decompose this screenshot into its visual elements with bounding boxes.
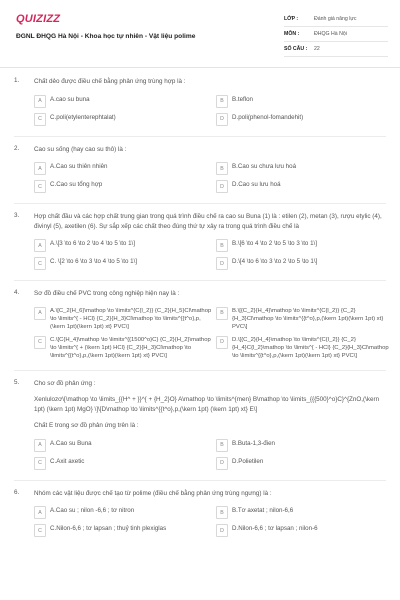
question-number: 4.: [14, 289, 20, 296]
question-divider: [14, 280, 386, 281]
option-text: A.Cao su Buna: [50, 439, 92, 447]
option-a[interactable]: [34, 95, 212, 108]
option-text: A.cao su buna: [50, 95, 90, 103]
option-d[interactable]: [216, 524, 394, 537]
option-b[interactable]: [216, 439, 394, 452]
question-number: 6.: [14, 488, 20, 496]
option-key: B: [216, 307, 228, 320]
question-number: 2.: [14, 144, 20, 152]
option-key: A: [34, 162, 46, 175]
option-text: B.\[{C_2}{H_4}\mathop \to \limits^{C{l_2}} {C_2}{H_3}Cl\mathop \to \limits^{{t^o},p,(\kern 1pt)(\kern 1pt) xt} PVC\]: [232, 307, 384, 330]
option-text: A.\[3 \to 6 \to 2 \to 4 \to 5 \to 1\]: [50, 240, 135, 247]
option-text: D.Polietilen: [232, 457, 264, 465]
option-text: B.Cao su chưa lưu hoá: [232, 163, 297, 170]
answer-options: [34, 307, 389, 360]
meta-value: 22: [314, 46, 320, 52]
option-key: A: [34, 239, 46, 252]
question-5: [0, 379, 400, 470]
option-key: C: [34, 113, 46, 126]
question-divider: [14, 203, 386, 204]
option-text: D.Cao su lưu hoá: [232, 181, 281, 188]
question-text: Cho sơ đồ phản ứng :: [34, 379, 96, 387]
question-number: 3.: [14, 212, 20, 219]
option-c[interactable]: [34, 336, 212, 360]
question-number: 1.: [14, 77, 20, 84]
option-key: D: [216, 113, 228, 126]
header-divider: [0, 67, 400, 68]
answer-options: [34, 239, 386, 270]
question-text: Hợp chất đầu và các hợp chất trung gian trong quá trình điều chế ra cao su Buna (1) là : etilen (2), metan (3), rượu etylic (4), đivinyl (5), axetilen (6). Sự sắp xếp các chất theo đúng thứ tự xảy ra trong quá trình điều chế là: [34, 213, 382, 230]
option-a[interactable]: [34, 162, 212, 175]
meta-row-class: [284, 12, 388, 27]
option-key: B: [216, 239, 228, 252]
option-text: D.\[{C_2}{H_4}\mathop \to \limits^{C{l_2}} {C_2}{H_4}C{l_2}\mathop \to \limits^{ - HCl} {C_2}{H_3}Cl\mathop \to \limits^{{t^o},p,(\kern 1pt)(\kern 1pt) xt} PVC\]: [232, 336, 389, 359]
answer-options: [34, 95, 386, 126]
option-b[interactable]: [216, 307, 394, 331]
option-key: A: [34, 439, 46, 452]
option-key: C: [34, 336, 46, 349]
answer-options: [34, 162, 386, 193]
option-key: A: [34, 95, 46, 108]
option-key: A: [34, 307, 46, 320]
question-divider: [14, 480, 386, 481]
option-text: B.teflon: [232, 95, 253, 103]
option-key: B: [216, 162, 228, 175]
option-a[interactable]: [34, 239, 212, 252]
question-list: [0, 77, 400, 537]
option-d[interactable]: [216, 336, 394, 360]
option-c[interactable]: [34, 524, 212, 537]
option-key: B: [216, 439, 228, 452]
option-key: B: [216, 506, 228, 519]
option-b[interactable]: [216, 162, 394, 175]
option-key: D: [216, 457, 228, 470]
question-prompt: Chất E trong sơ đồ phản ứng trên là :: [34, 422, 139, 429]
question-divider: [14, 136, 386, 137]
question-divider: [14, 370, 386, 371]
option-d[interactable]: [216, 180, 394, 193]
worksheet-header: [0, 0, 400, 64]
option-b[interactable]: [216, 95, 394, 108]
meta-row-count: [284, 42, 388, 57]
option-key: D: [216, 257, 228, 270]
meta-key: MÔN :: [284, 31, 300, 37]
option-b[interactable]: [216, 506, 394, 519]
option-text: C.Axit axetic: [50, 457, 85, 465]
reaction-scheme: Xenlulozơ\[\mathop \to \limits_{{H^ + }}^{ + {H_2}O} A\mathop \to \limits^{men} B\mathop \to \limits_{{{500}^o}C}^{ZnO,(\kern 1pt) (\kern 1pt) MgO} \]\[D\mathop \to \limits^{{t^o},p,(\kern 1pt) (\kern 1pt) xt} E\]: [34, 396, 380, 413]
option-d[interactable]: [216, 113, 394, 126]
option-text: C.Nilon-6,6 ; tơ lapsan ; thuỷ tinh plexiglas: [50, 525, 167, 532]
option-key: D: [216, 336, 228, 349]
option-c[interactable]: [34, 457, 212, 470]
option-key: D: [216, 524, 228, 537]
option-key: C: [34, 524, 46, 537]
option-c[interactable]: [34, 180, 212, 193]
question-text: Chất dẻo được điều chế bằng phản ứng trùng hợp là :: [34, 78, 186, 85]
question-4: [0, 289, 400, 360]
question-1: [0, 77, 400, 126]
question-6: [0, 489, 400, 538]
meta-table: [284, 12, 388, 57]
option-text: C.Cao su tổng hợp: [50, 181, 103, 188]
option-text: A.\[C_2{H_6}\mathop \to \limits^{C{l_2}} {C_2}{H_5}Cl\mathop \to \limits^{ - HCl} {C_2}{H_3}Cl\mathop \to \limits^{{t^o},p,(\kern 1pt)(\kern 1pt) xt} PVC\]: [50, 307, 212, 330]
question-3: [0, 212, 400, 270]
option-text: C.\[C{H_4}\mathop \to \limits^{{1500^o}C} {C_2}{H_2}\mathop \to \limits^{ + (\kern 1pt) HCl} {C_2}{H_3}Cl\mathop \to \limits^{{t^o},p,(\kern 1pt)(\kern 1pt) xt} PVC\]: [50, 336, 211, 359]
option-text: A.Cao su thiên nhiên: [50, 163, 108, 170]
option-text: D.Nilon-6,6 ; tơ lapsan ; nilon-6: [232, 525, 318, 532]
option-text: B.Buta-1,3-đien: [232, 439, 275, 447]
option-text: C.poli(etylenterephtalat): [50, 113, 116, 121]
meta-value: Đánh giá năng lực: [314, 16, 357, 22]
question-text: Sơ đồ điều chế PVC trong công nghiệp hiện nay là :: [34, 290, 180, 297]
meta-key: LỚP :: [284, 16, 299, 22]
option-c[interactable]: [34, 113, 212, 126]
option-text: A.Cao su ; nilon -6,6 ; tơ nitron: [50, 507, 135, 514]
question-number: 5.: [14, 378, 20, 386]
option-key: C: [34, 457, 46, 470]
question-text: Cao su sống (hay cao su thô) là :: [34, 145, 127, 153]
meta-value: ĐHQG Hà Nội: [314, 31, 347, 37]
option-d[interactable]: [216, 257, 394, 270]
option-key: C: [34, 180, 46, 193]
option-key: D: [216, 180, 228, 193]
page-title: ĐGNL ĐHQG Hà Nội - Khoa học tự nhiên - Vật liệu polime: [16, 33, 196, 40]
option-text: D.\[4 \to 6 \to 3 \to 2 \to 5 \to 1\]: [232, 258, 318, 265]
meta-row-subject: [284, 27, 388, 42]
option-c[interactable]: [34, 257, 212, 270]
question-text: Nhóm các vật liệu được chế tạo từ polime (điều chế bằng phản ứng trùng ngưng) là :: [34, 489, 272, 497]
option-key: A: [34, 506, 46, 519]
quizizz-logo: QUIZIZZ: [16, 13, 61, 25]
option-key: B: [216, 95, 228, 108]
option-b[interactable]: [216, 239, 394, 252]
answer-options: [34, 506, 386, 537]
answer-options: [34, 439, 386, 470]
option-text: C. \[2 \to 6 \to 3 \to 4 \to 5 \to 1\]: [50, 258, 138, 265]
option-text: D.poli(phenol-fomandehit): [232, 113, 304, 121]
question-2: [0, 145, 400, 194]
option-a[interactable]: [34, 439, 212, 452]
option-key: C: [34, 257, 46, 270]
meta-key: SỐ CÂU :: [284, 46, 308, 52]
option-d[interactable]: [216, 457, 394, 470]
option-a[interactable]: [34, 506, 212, 519]
option-text: B.Tơ axetat ; nilon-6,6: [232, 507, 294, 514]
option-text: B.\[6 \to 4 \to 2 \to 5 \to 3 \to 1\]: [232, 240, 317, 247]
option-a[interactable]: [34, 307, 212, 331]
